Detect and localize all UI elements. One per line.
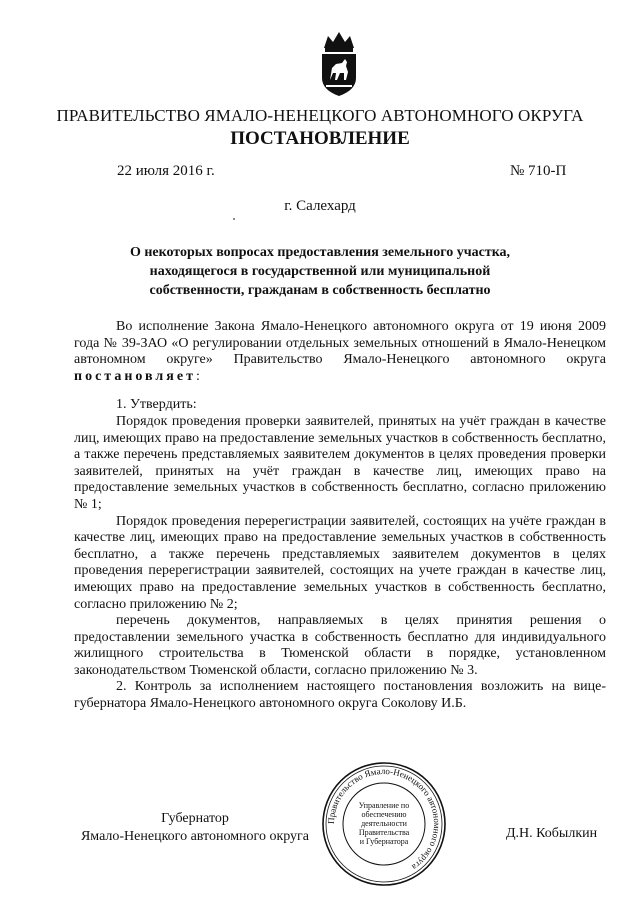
- official-stamp: [320, 760, 448, 888]
- coat-of-arms-icon: [316, 26, 362, 98]
- paragraph-2: Порядок проведения перерегистрации заявителей, состоящих на учёте граждан в качестве лиц, имеющих право на предоставление земельных участков в собственность бесплатно, а также перечень представляемых заявителем документов в целях проведения перерегистрации заявителей, состоящих на учете граждан в качестве лиц, имеющих право на предоставление земельных участков в собственность бесплатно, согласно приложению № 2;: [74, 513, 606, 612]
- stamp-center-line: и Губернатора: [359, 837, 409, 846]
- position-line: Губернатор: [161, 811, 229, 826]
- resolves-word: постановляет: [74, 368, 196, 384]
- position-line: Ямало-Ненецкого автономного округа: [80, 829, 310, 844]
- signatory-position: [70, 810, 320, 846]
- document-body: [74, 319, 606, 713]
- paragraph-3: перечень документов, направляемых в целях принятия решения о предоставлении земельного участка в собственность бесплатно для индивидуального жилищного строительства в Тюменской области в порядке, установленном законодательством Тюменской области, согласно приложению № 3.: [74, 613, 606, 678]
- intro-end: :: [195, 368, 200, 384]
- stamp-center-line: Управление по: [358, 801, 410, 810]
- intro-paragraph: [74, 319, 606, 385]
- stamp-center-line: обеспечению: [361, 810, 407, 819]
- item-2: 2. Контроль за исполнением настоящего постановления возложить на вице-губернатора Ямало-Ненецкого автономного округа Соколову И.Б.: [74, 679, 606, 712]
- document-city: г. Салехард: [284, 198, 356, 214]
- document-date: 22 июля 2016 г.: [117, 163, 215, 179]
- government-name: ПРАВИТЕЛЬСТВО ЯМАЛО-НЕНЕЦКОГО АВТОНОМНОГО ОКРУГА: [56, 106, 584, 125]
- scan-speck: [233, 218, 235, 220]
- signatory-name: Д.Н. Кобылкин: [506, 826, 598, 841]
- document-type: ПОСТАНОВЛЕНИЕ: [230, 128, 410, 149]
- heading-line: О некоторых вопросах предоставления земельного участка,: [129, 245, 511, 260]
- stamp-ring-text: Правительство Ямало-Ненецкого автономного округа: [325, 765, 443, 873]
- heading-line: находящегося в государственной или муниципальной: [149, 264, 491, 279]
- document-heading: [120, 243, 520, 300]
- stamp-center-line: Правительства: [358, 828, 410, 837]
- item-1: 1. Утвердить:: [116, 397, 197, 413]
- stamp-center-line: деятельности: [361, 819, 407, 828]
- paragraph-1: Порядок проведения проверки заявителей, принятых на учёт граждан в качестве лиц, имеющих право на предоставление земельных участков в собственность бесплатно, а также перечень представляемых заявителем документов в целях проведения проверки заявителей, принятых на учёт граждан в качестве лиц, имеющих право на предоставление земельных участков в собственность бесплатно, согласно приложению № 1;: [74, 413, 606, 512]
- intro-text: Во исполнение Закона Ямало-Ненецкого автономного округа от 19 июня 2009 года № 39-ЗАО «О регулировании отдельных земельных отношений в Ямало-Ненецком автономном округе» Правительство Ямало-Ненецкого автономного округа: [74, 319, 606, 368]
- heading-line: собственности, гражданам в собственность бесплатно: [149, 283, 491, 298]
- document-number: № 710-П: [510, 163, 567, 179]
